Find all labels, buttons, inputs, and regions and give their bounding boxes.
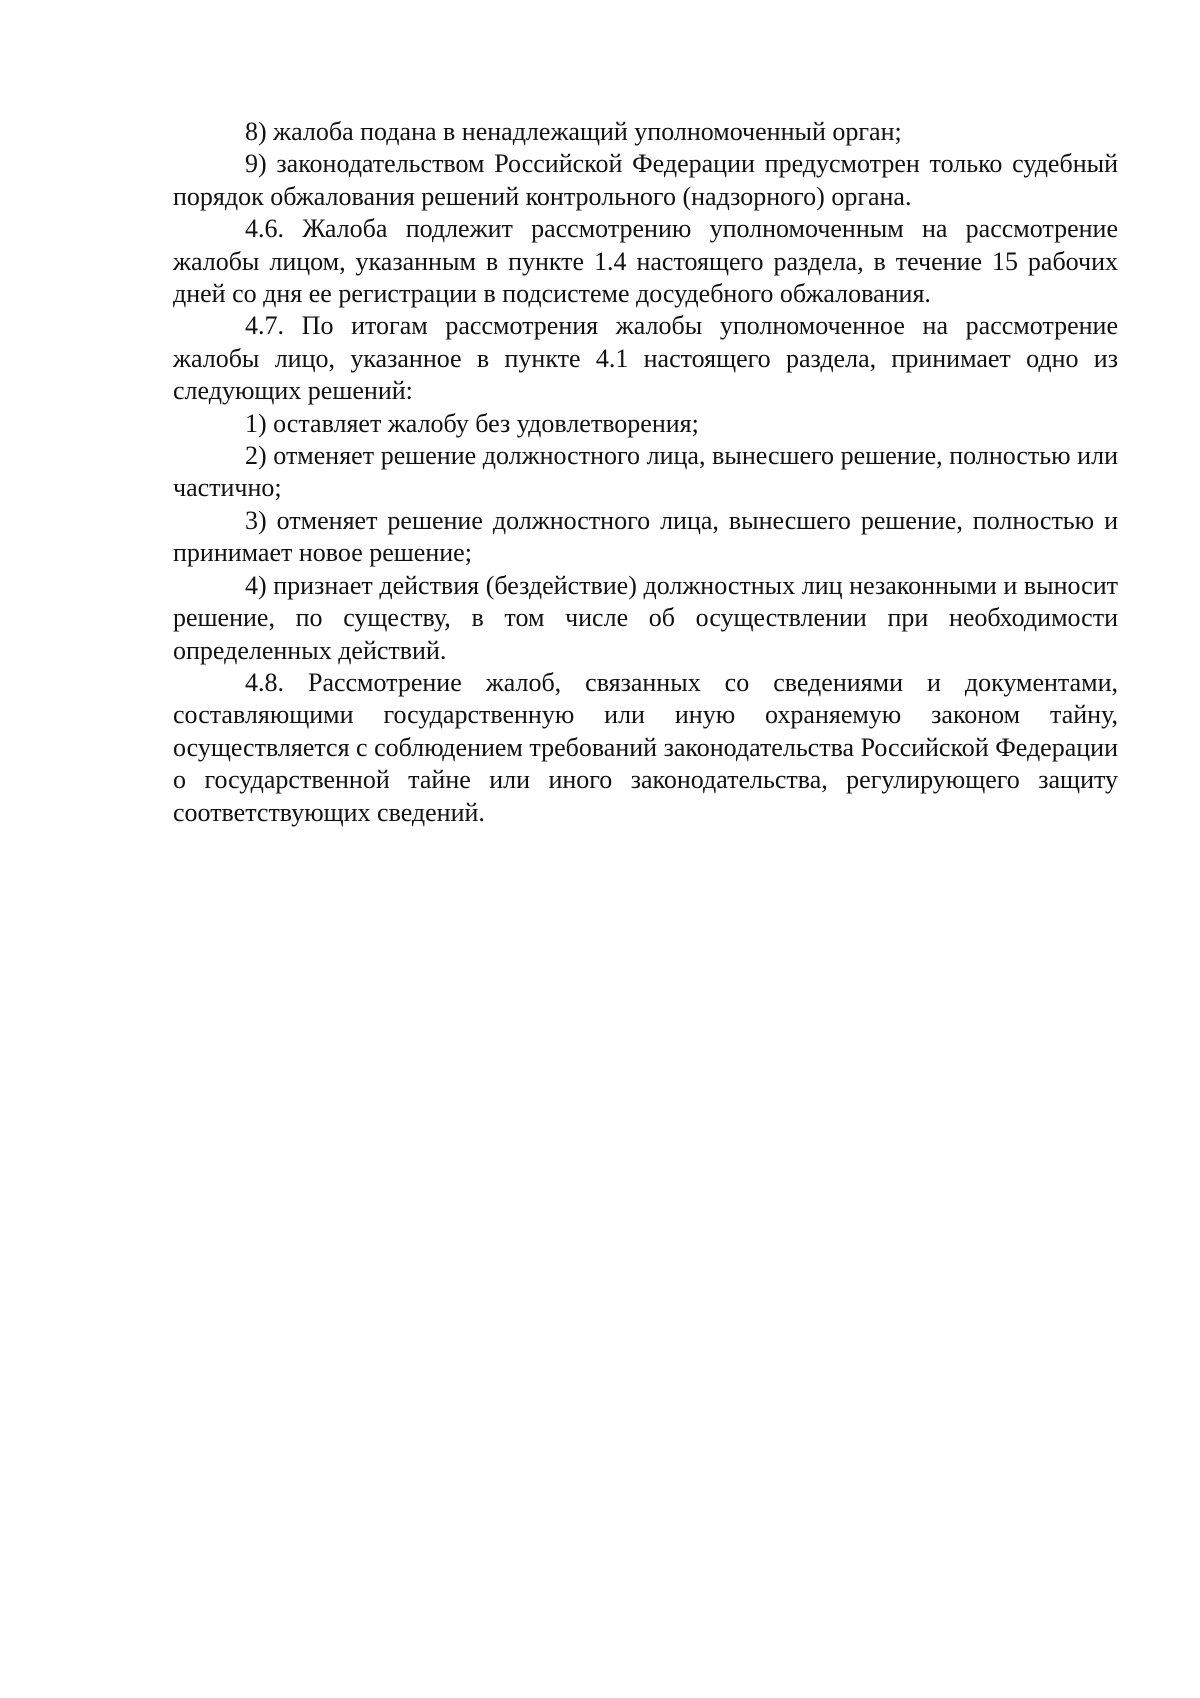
paragraph-4-8: 4.8. Рассмотрение жалоб, связанных со сведениями и документами, составляющими государственную или иную охраняемую законом тайну, осуществляется с соблюдением требований законодательства Российской Федерации о государственной тайне или иного законодательства, регулирующего защиту соответствующих сведений. xyxy=(173,667,1118,827)
paragraph-decision-3: 3) отменяет решение должностного лица, вынесшего решение, полностью и принимает новое решение; xyxy=(173,505,1118,568)
paragraph-decision-1: 1) оставляет жалобу без удовлетворения; xyxy=(245,408,699,438)
paragraph-item-9: 9) законодательством Российской Федерации предусмотрен только судебный порядок обжалования решений контрольного (надзорного) органа. xyxy=(173,149,1118,211)
document-body xyxy=(173,116,1118,829)
paragraph-item-8: 8) жалоба подана в ненадлежащий уполномоченный орган; xyxy=(245,117,902,146)
paragraph-4-7: 4.7. По итогам рассмотрения жалобы уполномоченное на рассмотрение жалобы лицо, указанное в пункте 4.1 настоящего раздела, принимает одно из следующих решений: xyxy=(173,311,1118,406)
paragraph-4-6: 4.6. Жалоба подлежит рассмотрению уполномоченным на рассмотрение жалобы лицом, указанным в пункте 1.4 настоящего раздела, в течение 15 рабочих дней со дня ее регистрации в подсистеме досудебного обжалования. xyxy=(173,214,1118,309)
paragraph-decision-2: 2) отменяет решение должностного лица, вынесшего решение, полностью или частично; xyxy=(173,441,1118,503)
paragraph-decision-4: 4) признает действия (бездействие) должностных лиц незаконными и выносит решение, по существу, в том числе об осуществлении при необходимости определенных действий. xyxy=(173,570,1118,665)
